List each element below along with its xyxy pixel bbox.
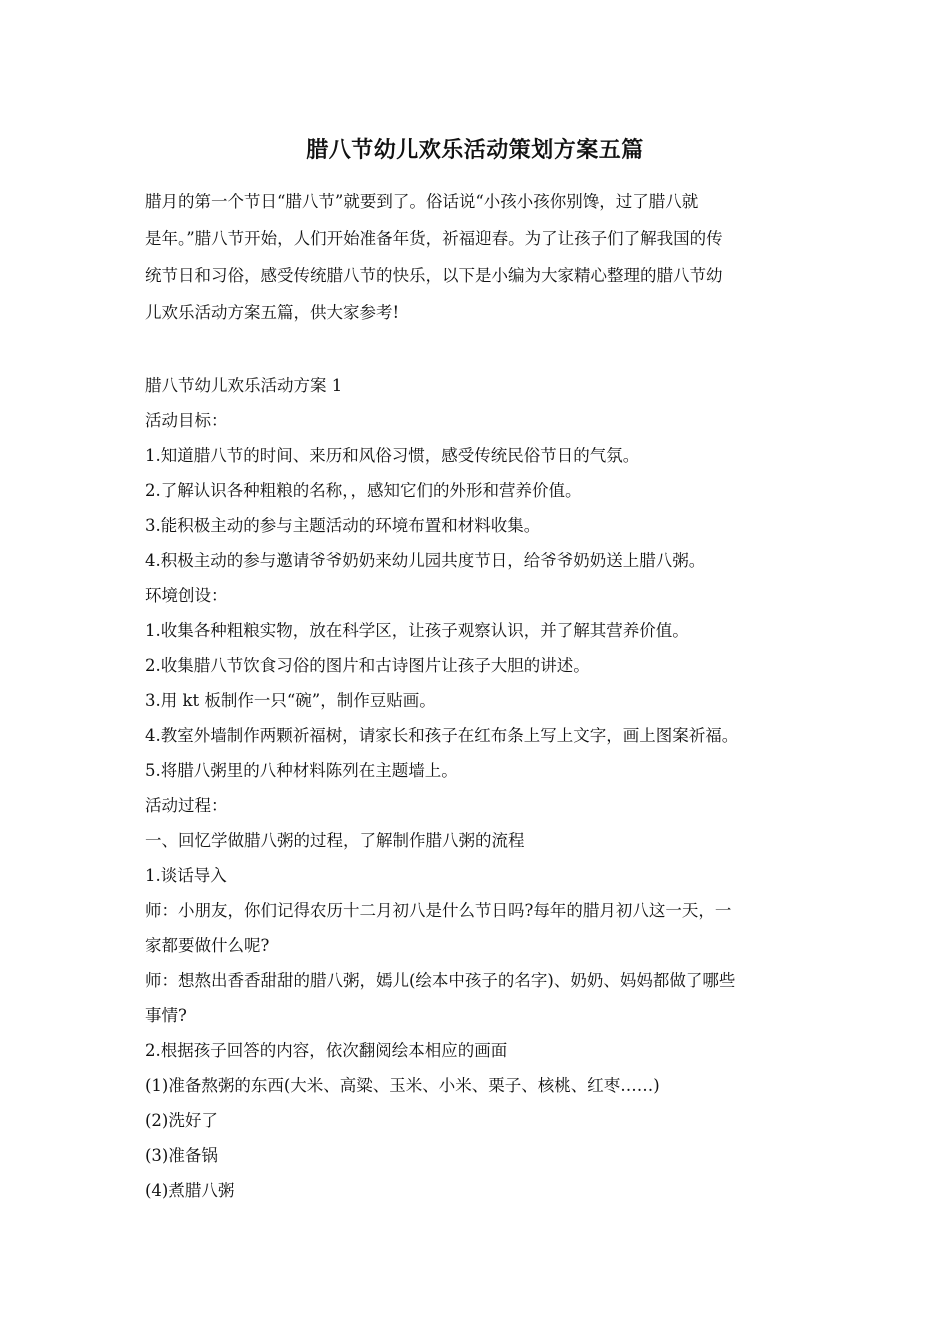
body-line: 一、回忆学做腊八粥的过程，了解制作腊八粥的流程 <box>145 831 525 850</box>
body-line: 5.将腊八粥里的八种材料陈列在主题墙上。 <box>145 761 458 780</box>
body-line: 2.根据孩子回答的内容，依次翻阅绘本相应的画面 <box>145 1041 508 1060</box>
body-line: 3.能积极主动的参与主题活动的环境布置和材料收集。 <box>145 516 541 535</box>
body-line: (2)洗好了 <box>145 1111 218 1130</box>
body-lines <box>145 368 825 1208</box>
subheading-process: 活动过程： <box>145 796 228 815</box>
intro-line: 儿欢乐活动方案五篇，供大家参考! <box>145 303 400 322</box>
body-line: 3.用 kt 板制作一只“碗”，制作豆贴画。 <box>145 691 436 710</box>
body-line: (4)煮腊八粥 <box>145 1181 235 1200</box>
body-line: (3)准备锅 <box>145 1146 218 1165</box>
body-line: 事情? <box>145 1006 187 1025</box>
body-line: 4.教室外墙制作两颗祈福树，请家长和孩子在红布条上写上文字，画上图案祈福。 <box>145 726 739 745</box>
subheading-environment: 环境创设： <box>145 586 228 605</box>
intro-paragraph <box>145 183 807 331</box>
section-heading: 腊八节幼儿欢乐活动方案 1 <box>145 376 343 395</box>
intro-line: 是年。”腊八节开始，人们开始准备年货，祈福迎春。为了让孩子们了解我国的传 <box>145 229 723 248</box>
body-line: 1.知道腊八节的时间、来历和风俗习惯，感受传统民俗节日的气氛。 <box>145 446 640 465</box>
body-line: 4.积极主动的参与邀请爷爷奶奶来幼儿园共度节日，给爷爷奶奶送上腊八粥。 <box>145 551 706 570</box>
document-title: 腊八节幼儿欢乐活动策划方案五篇 <box>306 137 644 163</box>
body-line: 2.了解认识各种粗粮的名称，，感知它们的外形和营养价值。 <box>145 481 582 500</box>
body-line: 家都要做什么呢? <box>145 936 270 955</box>
body-line: 师：小朋友，你们记得农历十二月初八是什么节日吗?每年的腊月初八这一天，一 <box>145 901 732 920</box>
body-line: 1.谈话导入 <box>145 866 227 885</box>
intro-line: 统节日和习俗，感受传统腊八节的快乐，以下是小编为大家精心整理的腊八节幼 <box>145 266 723 285</box>
body-line: 师：想熬出香香甜甜的腊八粥，嫣儿(绘本中孩子的名字)、奶奶、妈妈都做了哪些 <box>145 971 736 990</box>
subheading-goals: 活动目标： <box>145 411 228 430</box>
body-line: 1.收集各种粗粮实物，放在科学区，让孩子观察认识，并了解其营养价值。 <box>145 621 689 640</box>
body-line: 2.收集腊八节饮食习俗的图片和古诗图片让孩子大胆的讲述。 <box>145 656 590 675</box>
body-line: (1)准备熬粥的东西(大米、高粱、玉米、小米、栗子、核桃、红枣……) <box>145 1076 660 1095</box>
intro-line: 腊月的第一个节日“腊八节”就要到了。俗话说“小孩小孩你别馋，过了腊八就 <box>145 192 699 211</box>
